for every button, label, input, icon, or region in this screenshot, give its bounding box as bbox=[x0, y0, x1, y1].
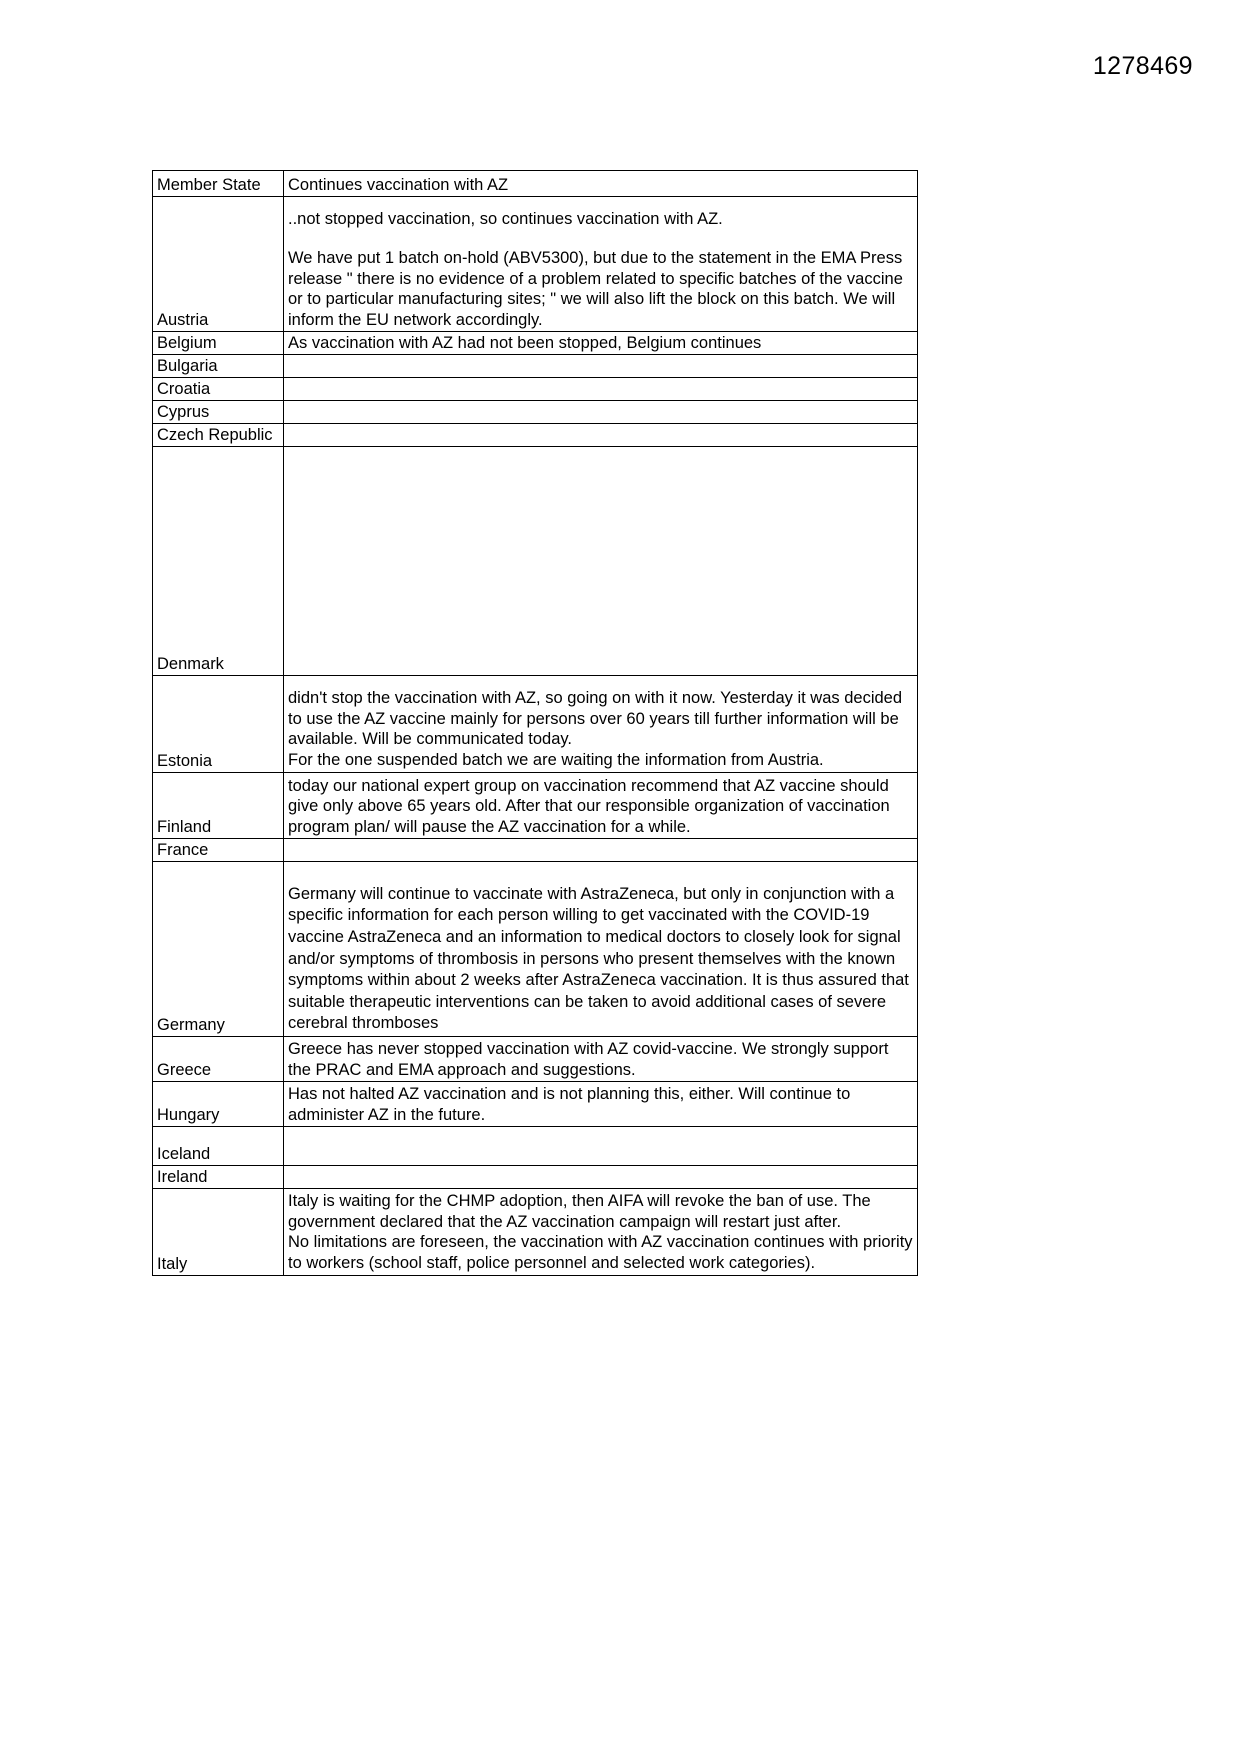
cell-status-text bbox=[284, 401, 918, 424]
cell-status-text bbox=[284, 862, 918, 1037]
status-paragraph: Germany will continue to vaccinate with AstraZeneca, but only in conjunction with a specific information for each person willing to get vaccinated with the COVID-19 vaccine AstraZeneca and an information to medical doctors to closely look for signal and/or symptoms of thrombosis in persons who present themselves with the known symptoms within about 2 weeks after AstraZeneca vaccination. It is thus assured that suitable therapeutic interventions can be taken to avoid additional cases of severe cerebral thromboses bbox=[288, 884, 909, 1033]
column-header-continues-vaccination: Continues vaccination with AZ bbox=[284, 171, 918, 197]
cell-member-state: Ireland bbox=[153, 1166, 284, 1189]
cell-member-state: Iceland bbox=[153, 1127, 284, 1166]
cell-status-text bbox=[284, 1166, 918, 1189]
cell-status-text bbox=[284, 1037, 918, 1082]
cell-status-text bbox=[284, 1127, 918, 1166]
cell-status-text bbox=[284, 332, 918, 355]
cell-member-state: France bbox=[153, 839, 284, 862]
member-state-table bbox=[152, 170, 918, 1276]
table-row bbox=[153, 1082, 918, 1127]
table-row bbox=[153, 447, 918, 676]
table-row bbox=[153, 424, 918, 447]
table-row bbox=[153, 332, 918, 355]
cell-member-state: Czech Republic bbox=[153, 424, 284, 447]
table-row bbox=[153, 1127, 918, 1166]
table-row bbox=[153, 839, 918, 862]
table-row bbox=[153, 378, 918, 401]
cell-member-state: Finland bbox=[153, 773, 284, 839]
cell-member-state: Hungary bbox=[153, 1082, 284, 1127]
cell-status-text bbox=[284, 197, 918, 332]
cell-member-state: Denmark bbox=[153, 447, 284, 676]
status-paragraph: Greece has never stopped vaccination with AZ covid-vaccine. We strongly support the PRAC and EMA approach and suggestions. bbox=[288, 1040, 889, 1079]
cell-member-state: Croatia bbox=[153, 378, 284, 401]
status-paragraph: For the one suspended batch we are waiting the information from Austria. bbox=[288, 750, 824, 769]
status-paragraph: As vaccination with AZ had not been stopped, Belgium continues bbox=[288, 333, 762, 352]
cell-member-state: Greece bbox=[153, 1037, 284, 1082]
cell-member-state: Bulgaria bbox=[153, 355, 284, 378]
column-header-member-state: Member State bbox=[153, 171, 284, 197]
status-paragraph: Italy is waiting for the CHMP adoption, then AIFA will revoke the ban of use. The government declared that the AZ vaccination campaign will restart just after. bbox=[288, 1192, 871, 1231]
table-row bbox=[153, 355, 918, 378]
cell-member-state: Germany bbox=[153, 862, 284, 1037]
cell-status-text bbox=[284, 424, 918, 447]
table-row bbox=[153, 862, 918, 1037]
table-row bbox=[153, 401, 918, 424]
cell-status-text bbox=[284, 1082, 918, 1127]
status-paragraph: ..not stopped vaccination, so continues vaccination with AZ. bbox=[288, 209, 723, 228]
status-paragraph: We have put 1 batch on-hold (ABV5300), but due to the statement in the EMA Press release " there is no evidence of a problem related to specific batches of the vaccine or to particular manufacturing sites; " we will also lift the block on this batch. We will inform the EU network accordingly. bbox=[288, 249, 903, 329]
table-header bbox=[153, 171, 918, 197]
cell-member-state: Austria bbox=[153, 197, 284, 332]
cell-member-state: Belgium bbox=[153, 332, 284, 355]
status-paragraph: today our national expert group on vaccination recommend that AZ vaccine should give only above 65 years old. After that our responsible organization of vaccination program plan/ will pause the AZ vaccination for a while. bbox=[288, 776, 890, 836]
cell-status-text bbox=[284, 447, 918, 676]
cell-status-text bbox=[284, 676, 918, 773]
cell-member-state: Cyprus bbox=[153, 401, 284, 424]
member-state-table-container bbox=[152, 170, 917, 1276]
table-header-row bbox=[153, 171, 918, 197]
table-row bbox=[153, 1189, 918, 1276]
document-id-stamp: 1278469 bbox=[1092, 52, 1193, 80]
cell-status-text bbox=[284, 1189, 918, 1276]
status-paragraph: Has not halted AZ vaccination and is not planning this, either. Will continue to administer AZ in the future. bbox=[288, 1085, 851, 1124]
cell-member-state: Estonia bbox=[153, 676, 284, 773]
table-body bbox=[153, 197, 918, 1276]
cell-status-text bbox=[284, 839, 918, 862]
status-paragraph: didn't stop the vaccination with AZ, so going on with it now. Yesterday it was decided to use the AZ vaccine mainly for persons over 60 years till further information will be available. Will be communicated today. bbox=[288, 689, 903, 748]
cell-status-text bbox=[284, 355, 918, 378]
table-row bbox=[153, 197, 918, 332]
cell-status-text bbox=[284, 773, 918, 839]
table-row bbox=[153, 773, 918, 839]
status-paragraph: No limitations are foreseen, the vaccination with AZ vaccination continues with priority to workers (school staff, police personnel and selected work categories). bbox=[288, 1233, 913, 1272]
table-row bbox=[153, 1037, 918, 1082]
table-row bbox=[153, 1166, 918, 1189]
table-row bbox=[153, 676, 918, 773]
cell-member-state: Italy bbox=[153, 1189, 284, 1276]
cell-status-text bbox=[284, 378, 918, 401]
